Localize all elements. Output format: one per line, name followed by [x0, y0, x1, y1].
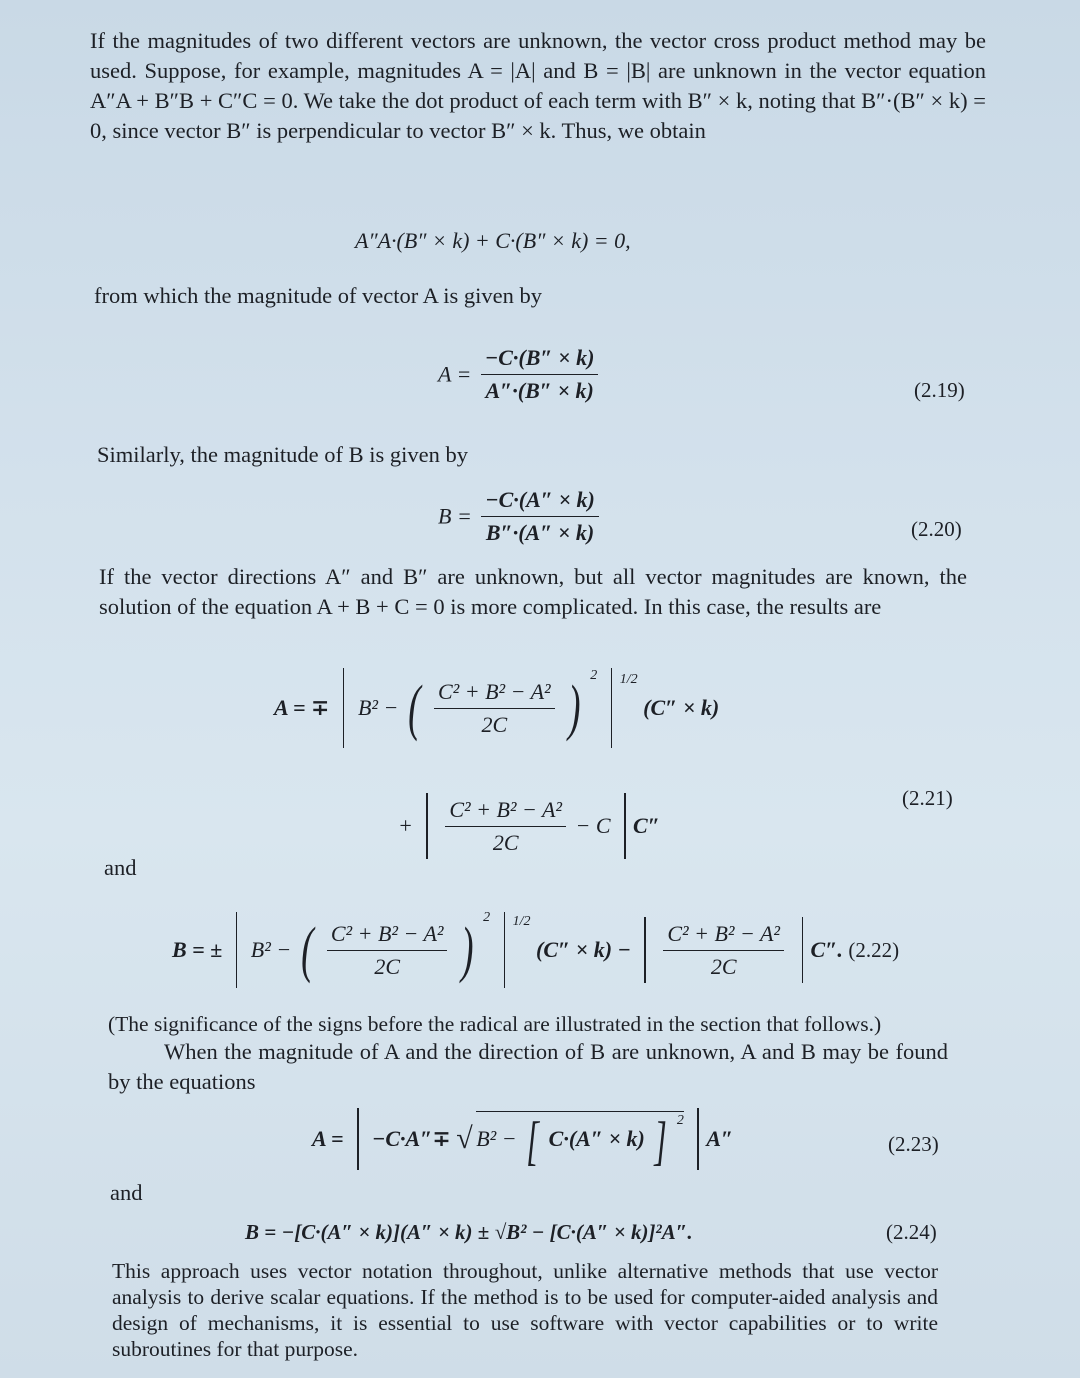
equation-fraction-2: [663, 921, 784, 980]
equation-lhs: A = ∓: [274, 695, 330, 720]
equation-2-19: [438, 345, 602, 404]
inner-term: C·(A″ × k): [548, 1125, 645, 1151]
abs-bar: [357, 1108, 359, 1170]
dot-term: −C·A″∓: [372, 1126, 451, 1151]
paragraph-and-1: [104, 853, 204, 883]
fraction-numerator: −C·(A″ × k): [485, 487, 595, 512]
fraction-denominator: 2C: [327, 950, 448, 980]
plus-sign: +: [398, 813, 413, 838]
equation-lhs: A =: [312, 1126, 344, 1151]
c-direction: C″: [633, 813, 660, 838]
fraction-numerator: C² + B² − A²: [667, 920, 781, 946]
equation-2-20: [438, 487, 603, 546]
equation-2-23: [312, 1108, 733, 1170]
fraction-numerator: C² + B² − A²: [437, 678, 551, 704]
equation-number-2-20: (2.20): [911, 517, 962, 541]
abs-bar: [644, 917, 646, 983]
paragraph-unknown-directions: [99, 562, 967, 622]
radical-bar: [504, 912, 506, 988]
abs-bar: [426, 793, 428, 859]
abs-bar: [624, 793, 626, 859]
paragraph-and-2: [110, 1178, 210, 1208]
fraction-denominator: 2C: [434, 708, 555, 738]
exponent-two: 2: [590, 668, 598, 684]
paragraph-text: and: [104, 855, 137, 880]
equation-2-21-line1: [274, 668, 719, 758]
paragraph-approach: [112, 1258, 938, 1362]
equation-fraction: [445, 797, 566, 856]
equation-number-2-22: (2.22): [848, 938, 900, 962]
c-direction: C″.: [810, 937, 843, 962]
equation-2-24: [245, 1219, 693, 1245]
equation-text: B = −[C·(A″ × k)](A″ × k) ± √B² − [C·(A″ × k)]²A″.: [245, 1220, 693, 1244]
radical-bar: [236, 912, 238, 988]
paragraph-text: If the vector directions A″ and B″ are unknown, but all vector magnitudes are known, the solution of the equation A + B + C = 0 is more complicated. In this case, the results are: [99, 564, 967, 619]
cross-term: (C″ × k) −: [536, 937, 631, 962]
equation-lhs: B =: [438, 503, 472, 529]
equation-fraction: [327, 921, 448, 980]
paragraph-text: (The significance of the signs before the radical are illustrated in the section that follows.): [108, 1012, 882, 1036]
equation-dot-product: [355, 228, 631, 254]
a-direction: A″: [706, 1126, 734, 1151]
paragraph-text: and: [110, 1180, 143, 1205]
equation-fraction: [481, 487, 599, 546]
sqrt-sign: √: [456, 1122, 473, 1155]
equation-lhs: B = ±: [172, 937, 223, 962]
right-bracket: ]: [654, 1110, 668, 1171]
abs-bar: [697, 1108, 699, 1170]
minus-c-term: − C: [575, 813, 611, 838]
fraction-numerator: C² + B² − A²: [330, 920, 444, 946]
b-squared-term: B² −: [476, 1125, 517, 1151]
paragraph-magnitude-direction: [108, 1037, 948, 1097]
radicand: [476, 1110, 684, 1171]
paragraph-magnitude-b: [97, 440, 797, 470]
equation-number-2-19: (2.19): [914, 378, 965, 402]
left-paren: (: [407, 674, 421, 742]
fraction-denominator: 2C: [445, 826, 566, 856]
left-paren: (: [300, 916, 314, 984]
paragraph-magnitude-a: [94, 281, 794, 311]
equation-fraction: [434, 679, 555, 738]
equation-2-22: [172, 912, 899, 988]
exponent-two: 2: [483, 910, 491, 926]
paragraph-text: Similarly, the magnitude of B is given by: [97, 442, 468, 467]
equation-number-2-24: (2.24): [886, 1220, 937, 1244]
radical-bar: [343, 668, 345, 748]
equation-number-2-21: (2.21): [902, 786, 953, 810]
b-squared-term: B² −: [357, 695, 399, 720]
paragraph-text: This approach uses vector notation throughout, unlike alternative methods that use vector analysis to derive scalar equations. If the method is to be used for computer-aided analysis and design of mechanisms, it is essential to use software with vector capabilities or to write subroutines for that purpose.: [112, 1259, 938, 1361]
abs-bar: [802, 917, 804, 983]
paragraph-cross-product-method: [90, 26, 986, 146]
exponent-half: 1/2: [619, 672, 638, 688]
fraction-denominator: B″·(A″ × k): [481, 516, 599, 546]
exponent-two: 2: [676, 1112, 684, 1128]
equation-number-2-23: (2.23): [888, 1132, 939, 1156]
exponent-half: 1/2: [512, 914, 531, 930]
fraction-denominator: A″·(B″ × k): [481, 374, 599, 404]
fraction-numerator: −C·(B″ × k): [484, 345, 595, 370]
equation-2-21-line2: [398, 793, 660, 859]
paragraph-text: If the magnitudes of two different vectors are unknown, the vector cross product method may be used. Suppose, for example, magnitudes A = |A| and B = |B| are unknown in the vector equation A″A + B″B + C″C = 0. We take the dot product of each term with B″ × k, noting that B″·(B″ × k) = 0, since vector B″ is perpendicular to vector B″ × k. Thus, we obtain: [90, 28, 986, 143]
paragraph-text: from which the magnitude of vector A is given by: [94, 283, 543, 308]
right-paren: ): [568, 674, 581, 742]
equation-text: A″A·(B″ × k) + C·(B″ × k) = 0,: [355, 228, 631, 253]
equation-lhs: A =: [438, 361, 472, 387]
left-bracket: [: [526, 1110, 539, 1171]
cross-term: (C″ × k): [643, 695, 720, 720]
right-paren: ): [461, 916, 474, 984]
paragraph-text: When the magnitude of A and the direction of B are unknown, A and B may be found by the equations: [108, 1039, 948, 1094]
fraction-denominator: 2C: [663, 950, 784, 980]
fraction-numerator: C² + B² − A²: [449, 796, 562, 822]
paragraph-significance: [108, 1009, 988, 1039]
b-squared-term: B² −: [250, 937, 292, 962]
equation-fraction: [481, 345, 599, 404]
radical-bar: [611, 668, 613, 748]
